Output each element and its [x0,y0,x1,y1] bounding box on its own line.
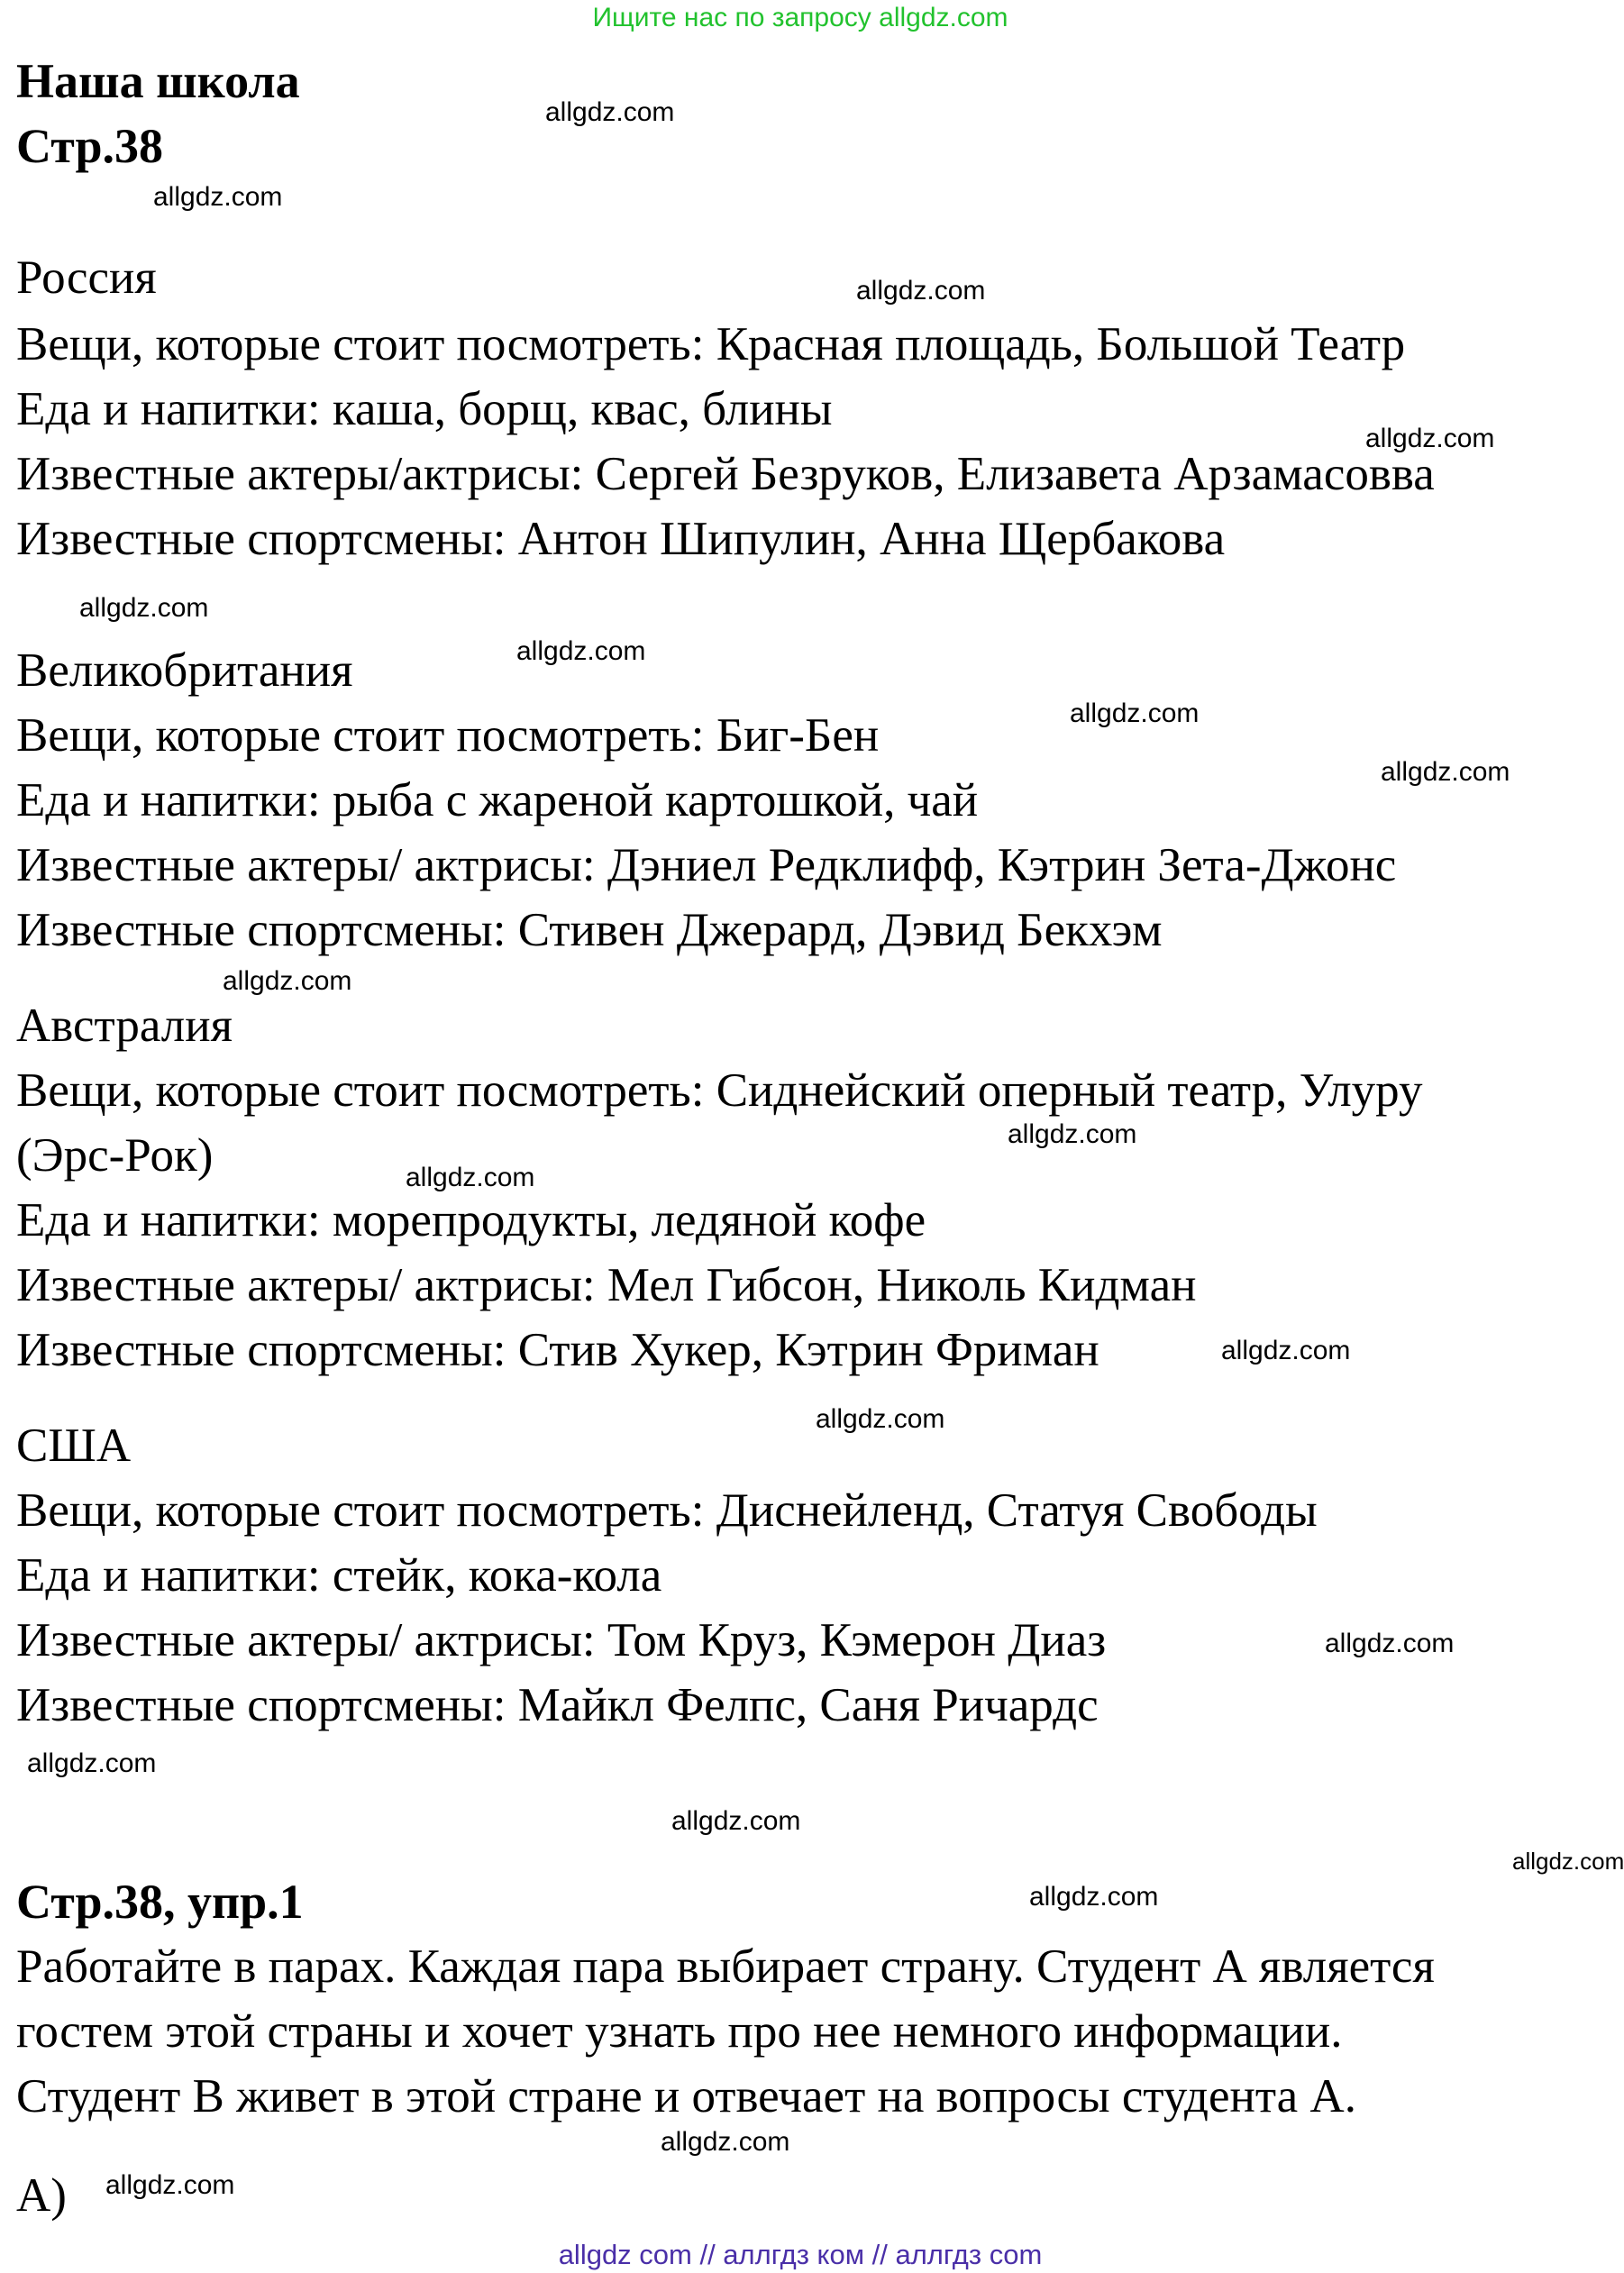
watermark-text: allgdz.com [27,1748,157,1778]
watermark-text: allgdz.com [816,1404,945,1434]
watermark-text: allgdz.com [1029,1882,1159,1912]
watermark-text: allgdz.com [105,2170,235,2200]
sportsmen-line: Известные спортсмены: Стивен Джерард, Дэвид Бекхэм [16,904,1163,956]
food-line: Еда и напитки: стейк, кока-кола [16,1549,662,1602]
watermark-text: allgdz.com [1381,757,1510,787]
sights-line: Вещи, которые стоит посмотреть: Диснейленд, Статуя Свободы [16,1484,1318,1537]
actors-line: Известные актеры/ актрисы: Мел Гибсон, Николь Кидман [16,1259,1197,1311]
watermark-text: allgdz.com [671,1806,801,1836]
watermark-text: allgdz.com [856,276,986,306]
watermark-text: allgdz.com [1512,1848,1624,1875]
page-number: Стр.38 [16,119,164,173]
watermark-text: allgdz.com [545,97,675,127]
country-heading: Великобритания [16,644,353,697]
sportsmen-line: Известные спортсмены: Стив Хукер, Кэтрин Фриман [16,1324,1099,1376]
exercise-text-line: Студент В живет в этой стране и отвечает на вопросы студента А. [16,2070,1356,2122]
actors-line: Известные актеры/ актрисы: Том Круз, Кэмерон Диаз [16,1614,1107,1666]
watermark-text: allgdz.com [153,182,283,212]
exercise-heading: Стр.38, упр.1 [16,1875,304,1929]
food-line: Еда и напитки: рыба с жареной картошкой, чай [16,774,979,826]
sights-line: Вещи, которые стоит посмотреть: Сиднейский оперный театр, Улуру [16,1064,1423,1117]
footer-links: allgdz com // аллгдз ком // аллгдз com [558,2239,1043,2270]
actors-line: Известные актеры/ актрисы: Дэниел Редклифф, Кэтрин Зета-Джонс [16,839,1397,891]
food-line: Еда и напитки: каша, борщ, квас, блины [16,383,833,435]
watermark-text: allgdz.com [1008,1119,1137,1149]
watermark-text: allgdz.com [1221,1336,1351,1365]
answer-label: А) [16,2169,67,2222]
watermark-text: allgdz.com [516,636,646,666]
country-heading: США [16,1419,132,1472]
actors-line: Известные актеры/актрисы: Сергей Безруков, Елизавета Арзамасовва [16,448,1435,500]
country-heading: Австралия [16,1000,233,1052]
watermark-text: allgdz.com [1070,698,1200,728]
food-line: Еда и напитки: морепродукты, ледяной кофе [16,1194,926,1246]
top-banner: Ищите нас по запросу allgdz.com [592,3,1008,32]
watermark-text: allgdz.com [79,593,209,623]
watermark-text: allgdz.com [1365,424,1495,453]
watermark-text: allgdz.com [223,966,352,996]
exercise-text-line: гостем этой страны и хочет узнать про нее немного информации. [16,2005,1343,2058]
sights-line: Вещи, которые стоит посмотреть: Биг-Бен [16,709,880,762]
watermark-text: allgdz.com [661,2127,790,2157]
sights-line-continued: (Эрс-Рок) [16,1129,214,1182]
exercise-text-line: Работайте в парах. Каждая пара выбирает страну. Студент А является [16,1940,1435,1993]
sportsmen-line: Известные спортсмены: Майкл Фелпс, Саня Ричардс [16,1679,1099,1731]
sights-line: Вещи, которые стоит посмотреть: Красная площадь, Большой Театр [16,318,1406,370]
page-title: Наша школа [16,54,300,108]
country-heading: Россия [16,251,157,304]
watermark-text: allgdz.com [1325,1629,1455,1658]
watermark-text: allgdz.com [406,1163,535,1192]
sportsmen-line: Известные спортсмены: Антон Шипулин, Анна Щербакова [16,513,1226,565]
